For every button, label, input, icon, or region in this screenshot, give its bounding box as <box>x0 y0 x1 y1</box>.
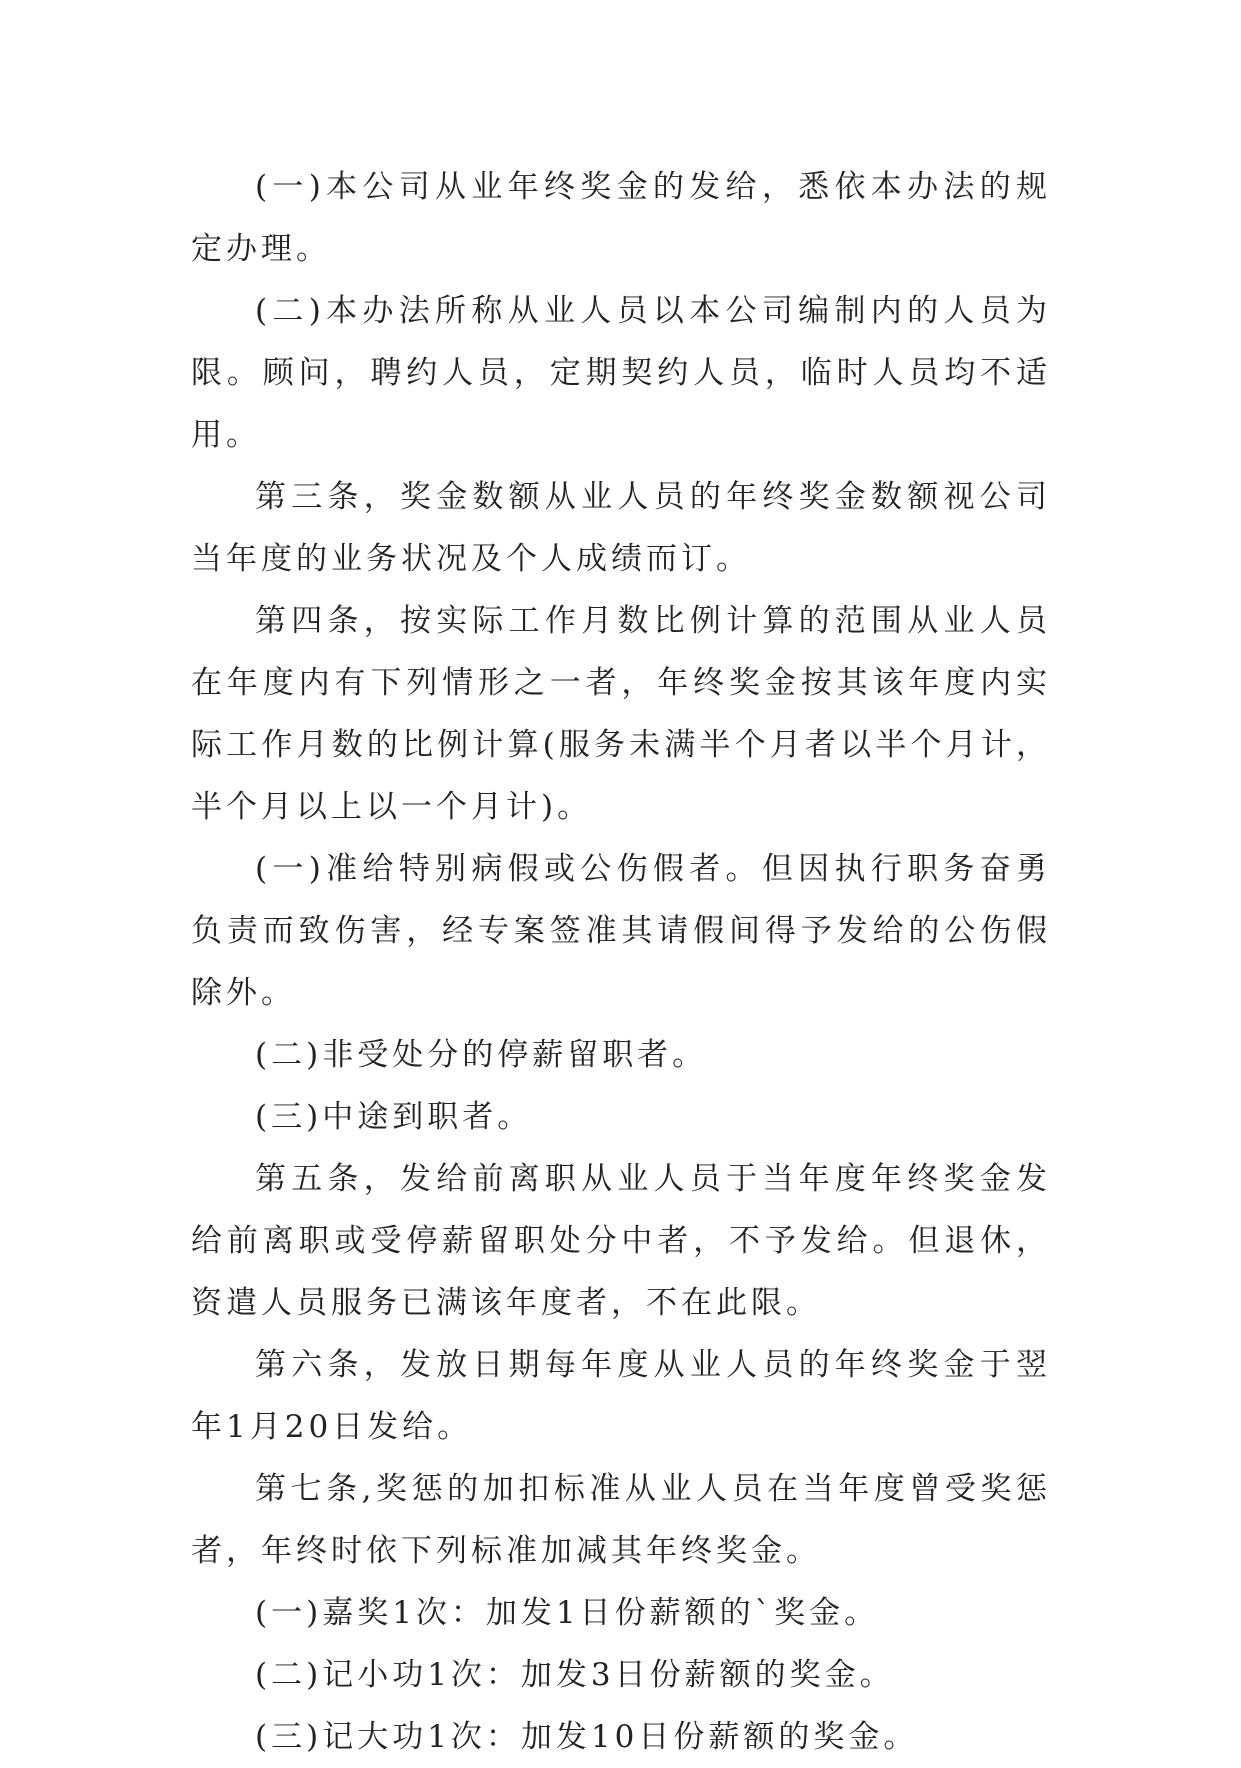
paragraph-5: (一)准给特别病假或公伤假者。但因执行职务奋勇负责而致伤害，经专案签准其请假间得予发给的公伤假除外。 <box>191 851 1051 1011</box>
paragraph-6: (二)非受处分的停薪留职者。 <box>255 1037 708 1073</box>
paragraph-11: (一)嘉奖1次：加发1日份薪额的`奖金。 <box>255 1595 880 1631</box>
paragraph-2: (二)本办法所称从业人员以本公司编制内的人员为限。顾问，聘约人员，定期契约人员，临时人员均不适用。 <box>191 293 1051 453</box>
paragraph-10: 第七条,奖惩的加扣标准从业人员在当年度曾受奖惩者，年终时依下列标准加减其年终奖金。 <box>191 1471 1051 1569</box>
paragraph-1: (一)本公司从业年终奖金的发给，悉依本办法的规定办理。 <box>191 169 1051 267</box>
paragraph-4: 第四条，按实际工作月数比例计算的范围从业人员在年度内有下列情形之一者，年终奖金按其该年度内实际工作月数的比例计算(服务未满半个月者以半个月计，半个月以上以一个月计)。 <box>191 603 1051 825</box>
paragraph-7: (三)中途到职者。 <box>255 1099 533 1135</box>
paragraph-12: (二)记小功1次：加发3日份薪额的奖金。 <box>255 1657 895 1693</box>
paragraph-3: 第三条，奖金数额从业人员的年终奖金数额视公司当年度的业务状况及个人成绩而订。 <box>191 479 1051 577</box>
paragraph-8: 第五条，发给前离职从业人员于当年度年终奖金发给前离职或受停薪留职处分中者，不予发给。但退休，资遣人员服务已满该年度者，不在此限。 <box>191 1161 1051 1321</box>
paragraph-9: 第六条，发放日期每年度从业人员的年终奖金于翌年1月20日发给。 <box>191 1347 1051 1445</box>
paragraph-13: (三)记大功1次：加发10日份薪额的奖金。 <box>255 1719 919 1755</box>
document-body <box>191 156 1051 1768</box>
